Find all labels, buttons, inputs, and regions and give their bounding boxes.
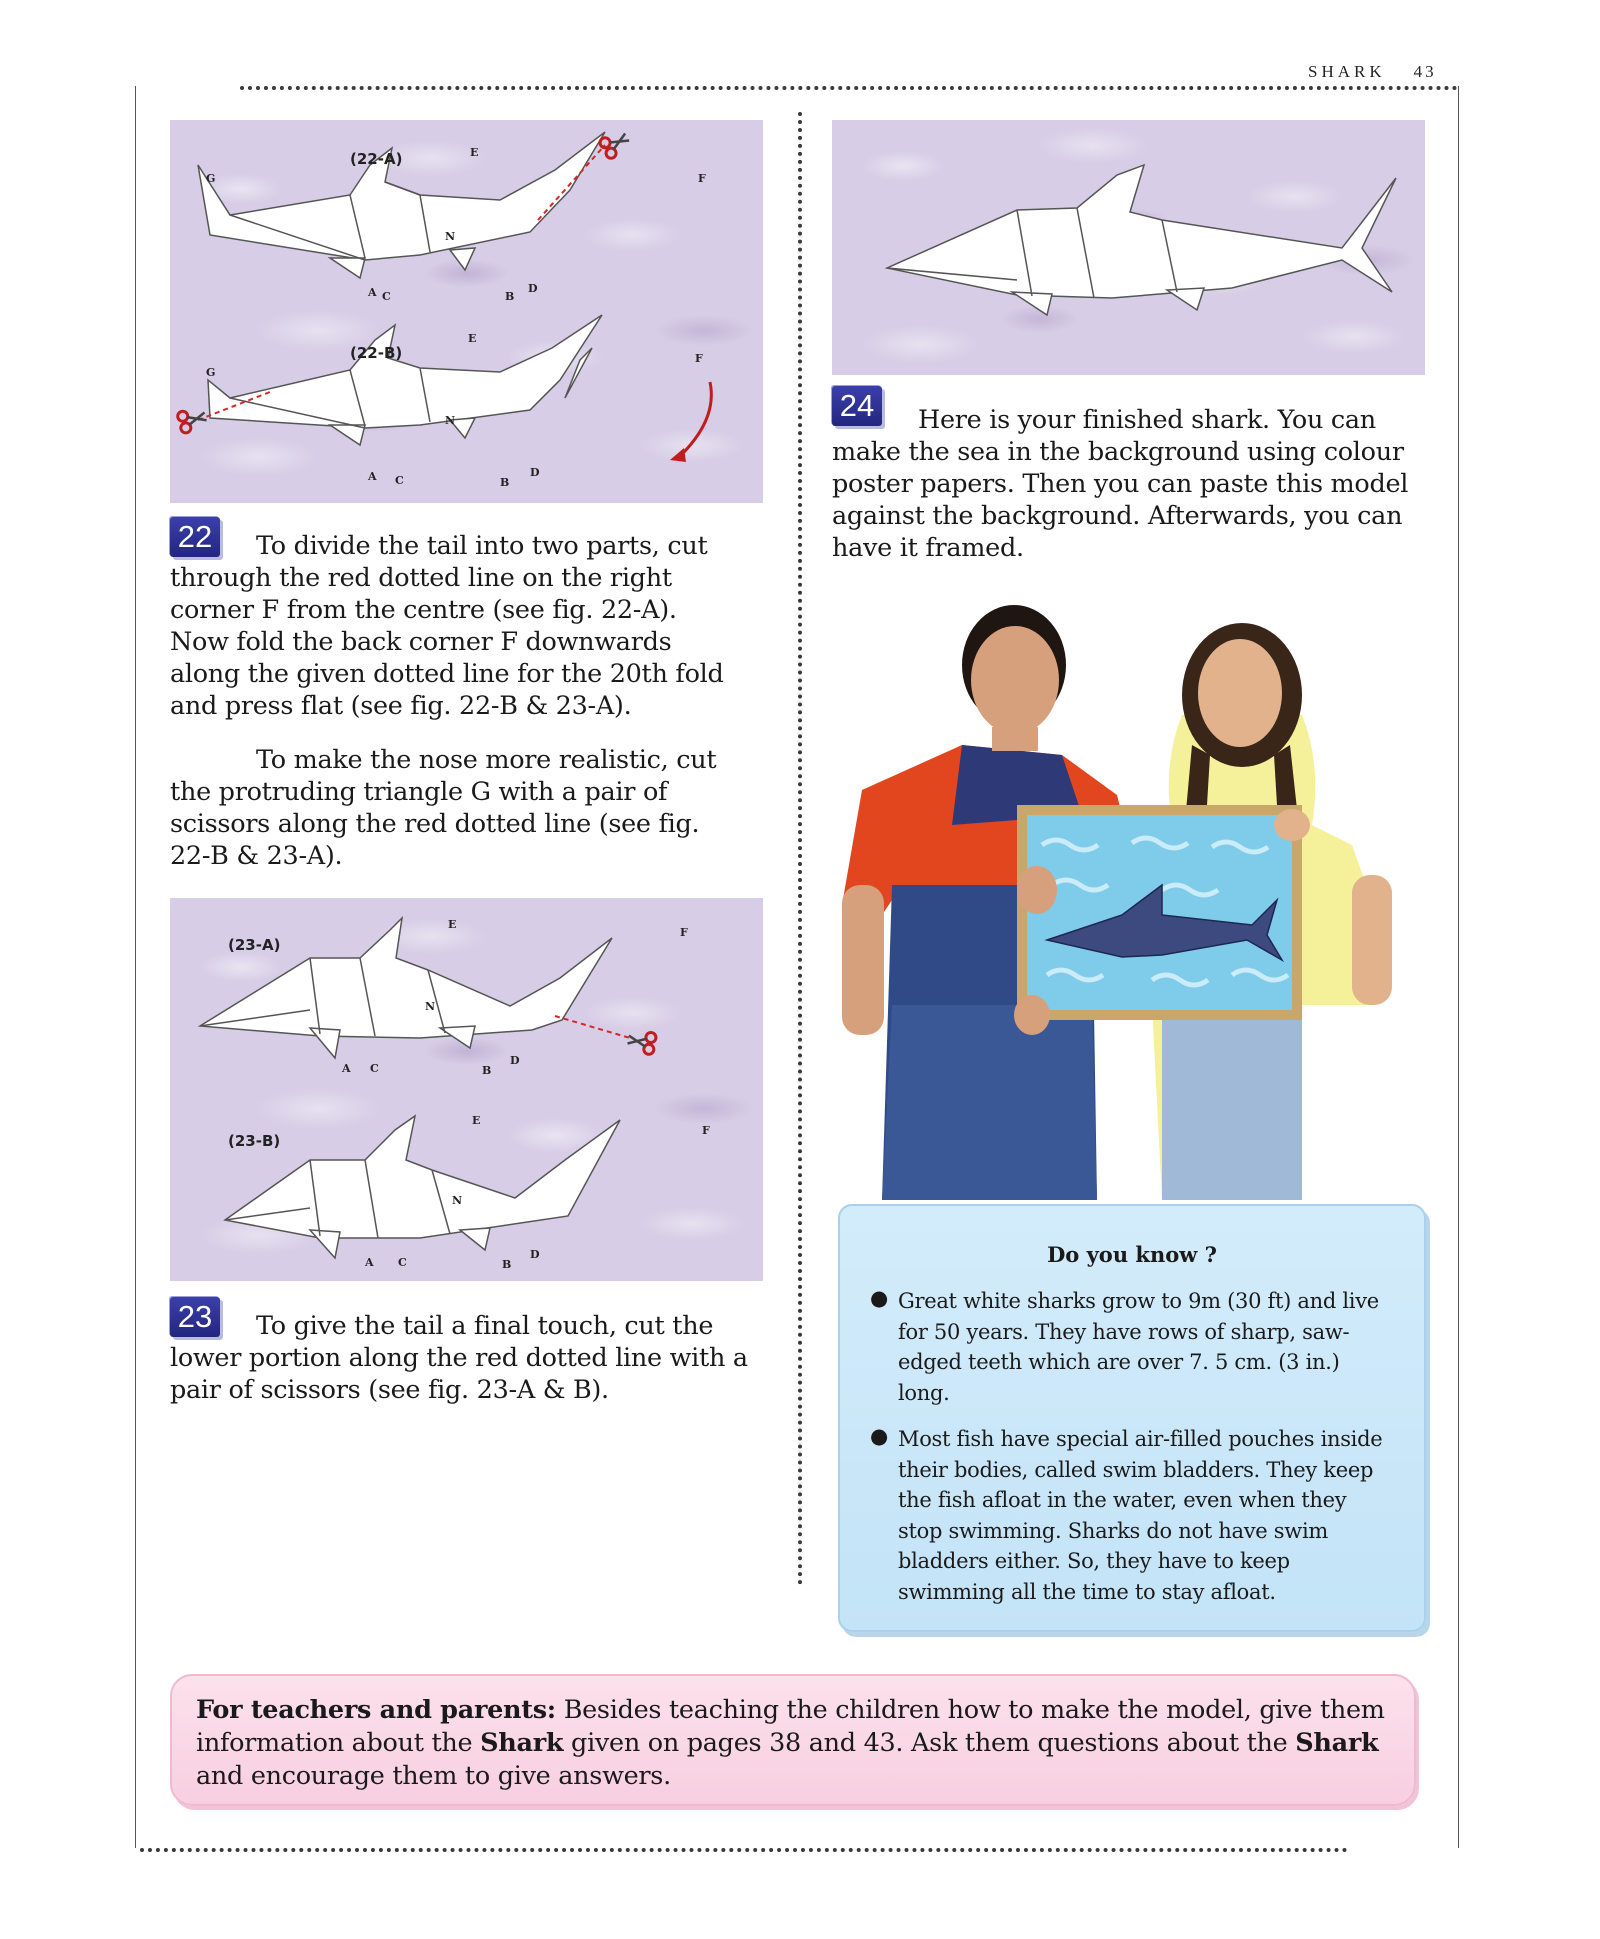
point-c: C [370,1062,379,1075]
point-n: N [425,1000,436,1013]
point-g: G [206,366,216,379]
figure-24-panel [832,120,1425,375]
cut-line-23a [555,1016,630,1038]
bullet-icon: ● [870,1424,889,1448]
point-d: D [510,1054,520,1067]
teacher-note-lead: For teachers and parents: [196,1695,556,1725]
shark-diagram-23 [170,898,763,1281]
fig-label-23b: (23-B) [228,1132,281,1150]
point-f: F [702,1124,710,1137]
point-b: B [482,1064,492,1077]
point-a: A [368,286,377,299]
shark-diagram-24 [832,120,1425,375]
fig-label-23a: (23-A) [228,936,281,954]
point-a: A [365,1256,374,1269]
fact-item-text: Most fish have special air-filled pouches inside their bodies, called swim bladders. They keep the fish afloat in the water, even when they stop swimming. Sharks do not have swim bladders either. So, they have to keep swimming all the time to stay afloat. [898,1427,1383,1604]
point-c: C [398,1256,407,1269]
fig-label-22b: (22-B) [350,344,403,362]
point-e: E [470,146,479,159]
left-margin-rule [135,86,136,1848]
step-22-text: To divide the tail into two parts, cut through the red dotted line on the right corner F from the centre (see fig. 22-A). Now fold the back corner F downwards along the given dotted line for the 20th fold and press flat (see fig. 22-B & 23-A). [170,531,724,721]
point-g: G [206,172,216,185]
fact-item [870,1286,1390,1408]
point-b: B [505,290,515,303]
footer-dotted-rule [140,1848,1348,1852]
point-n: N [452,1194,463,1207]
point-f: F [695,352,703,365]
point-n: N [445,414,456,427]
page-number: 43 [1413,62,1437,81]
header-title: SHARK [1308,62,1386,81]
arrow-head-icon [670,448,686,462]
teacher-note-text [196,1694,1396,1793]
step-23-text: To give the tail a final touch, cut the lower portion along the red dotted line with a pair of scissors (see fig. 23-A & B). [170,1311,748,1405]
figure-23-panel [170,898,763,1281]
point-d: D [528,282,538,295]
point-b: B [500,476,510,489]
scissors-icon-23a [626,1029,656,1055]
point-c: C [395,474,404,487]
point-f: F [680,926,688,939]
figure-22-panel [170,120,763,503]
column-divider [798,112,802,1586]
point-f: F [698,172,706,185]
running-header [1308,62,1437,82]
point-n: N [445,230,456,243]
fact-item [870,1424,1390,1607]
teacher-note-part: Besides teaching the children how to make the model, give them information about the [196,1695,1385,1758]
shark-22b [208,315,602,445]
step-24-text: Here is your finished shark. You can make the sea in the background using colour poster papers. Then you can paste this model against the background. Afterwards, you can have it framed. [832,405,1409,563]
teacher-note-bold: Shark [480,1728,564,1758]
teacher-note-part: given on pages 38 and 43. Ask them questions about the [563,1728,1296,1758]
point-a: A [368,470,377,483]
teacher-note-bold: Shark [1295,1728,1379,1758]
point-c: C [382,290,391,303]
step-badge-22: 22 [170,517,220,557]
scissors-icon-22b [177,406,209,434]
step-22-text-2: To make the nose more realistic, cut the protruding triangle G with a pair of scissors along the red dotted line (see fig. 22-B & 23-A). [170,745,717,871]
shark-diagram-22 [170,120,763,503]
step-badge-24: 24 [832,386,882,426]
bullet-icon: ● [870,1286,889,1310]
point-e: E [468,332,477,345]
point-d: D [530,1248,540,1261]
point-e: E [472,1114,481,1127]
fact-item-text: Great white sharks grow to 9m (30 ft) and live for 50 years. They have rows of sharp, saw-edged teeth which are over 7. 5 cm. (3 in.) long. [898,1289,1379,1405]
point-a: A [342,1062,351,1075]
teacher-note-part: and encourage them to give answers. [196,1761,671,1791]
teacher-note-box [170,1674,1416,1806]
do-you-know-box [838,1204,1426,1632]
fact-box-title: Do you know ? [1047,1242,1217,1267]
point-b: B [502,1258,512,1271]
point-d: D [530,466,540,479]
point-e: E [448,918,457,931]
finished-model-photo [832,585,1432,1200]
header-dotted-rule [240,86,1458,90]
shark-23b [225,1116,620,1258]
step-badge-23: 23 [170,1297,220,1337]
fold-arrow-22b [678,382,711,458]
fig-label-22a: (22-A) [350,150,403,168]
finished-shark [887,165,1396,315]
right-margin-rule [1458,86,1459,1848]
